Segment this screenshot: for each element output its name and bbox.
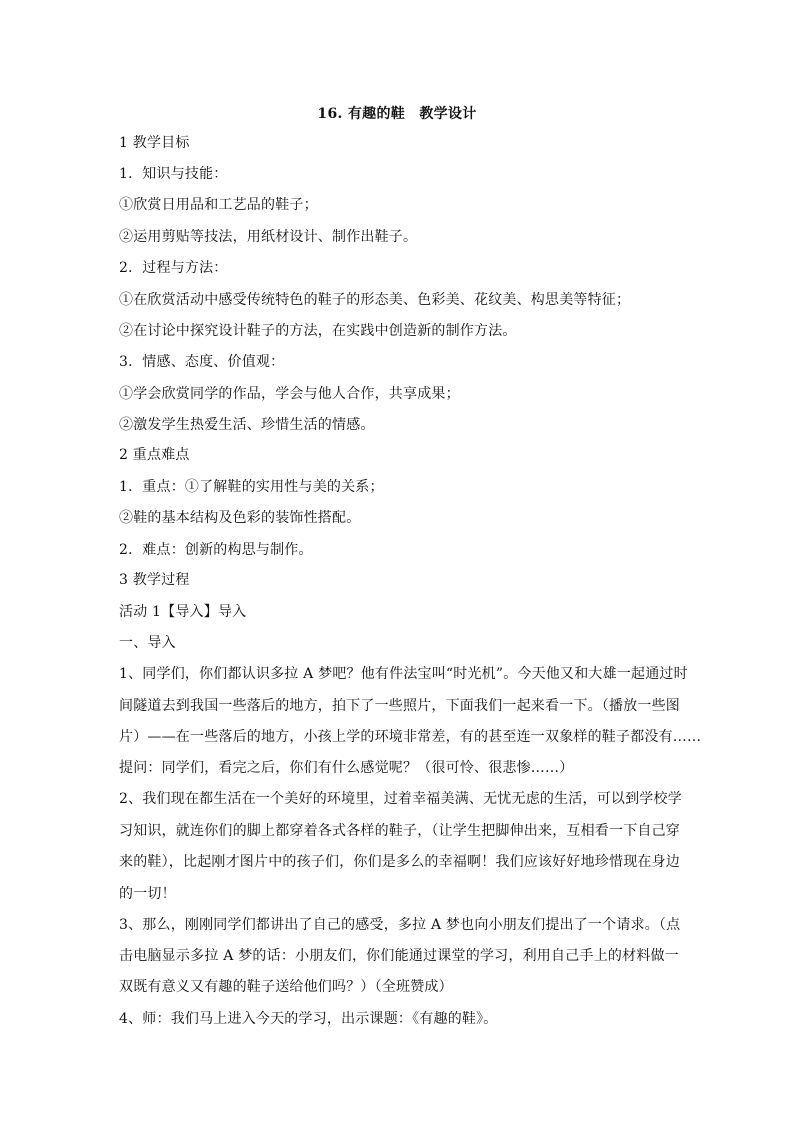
- list-item: ②运用剪贴等技法，用纸材设计、制作出鞋子。: [119, 229, 418, 245]
- subheading-emotion-attitude: 3．情感、态度、价值观：: [119, 354, 285, 370]
- list-item: ①欣赏日用品和工艺品的鞋子；: [119, 197, 318, 213]
- subheading-process-method: 2．过程与方法：: [119, 260, 228, 276]
- paragraph-line: 1、同学们，你们都认识多拉 A 梦吧？他有件法宝叫“时光机”。今天他又和大雄一起通过时: [119, 666, 688, 682]
- paragraph-line: 3、那么，刚刚同学们都讲出了自己的感受，多拉 A 梦也向小朋友们提出了一个请求。（点: [119, 917, 681, 933]
- paragraph-line: 4、师：我们马上进入今天的学习，出示课题：《有趣的鞋》。: [119, 1011, 498, 1027]
- paragraph-line: 提问：同学们，看完之后，你们有什么感觉呢？（很可怜、很悲惨……）: [119, 760, 574, 776]
- subheading-intro: 一、导入: [119, 635, 176, 651]
- paragraph-line: 片）——在一些落后的地方，小孩上学的环境非常差，有的甚至连一双象样的鞋子都没有……: [119, 729, 702, 745]
- paragraph-line: 2、我们现在都生活在一个美好的环境里，过着幸福美满、无忧无虑的生活，可以到学校学: [119, 791, 682, 807]
- section-heading-objectives: 1 教学目标: [119, 135, 190, 151]
- activity-heading: 活动 1【导入】导入: [119, 604, 247, 620]
- paragraph-line: 击电脑显示多拉 A 梦的话：小朋友们，你们能通过课堂的学习，利用自己手上的材料做一: [119, 948, 679, 964]
- paragraph-line: 的一切！: [119, 886, 176, 902]
- section-heading-process: 3 教学过程: [119, 572, 190, 588]
- list-item: ②鞋的基本结构及色彩的装饰性搭配。: [119, 510, 361, 526]
- paragraph-line: 习知识，就连你们的脚上都穿着各式各样的鞋子，（让学生把脚伸出来，互相看一下自己穿: [119, 823, 680, 839]
- subheading-knowledge-skills: 1．知识与技能：: [119, 166, 228, 182]
- list-item: ①学会欣赏同学的作品，学会与他人合作，共享成果；: [119, 386, 460, 402]
- document-title: 16. 有趣的鞋 教学设计: [317, 106, 477, 122]
- paragraph-line: 双既有意义又有趣的鞋子送给他们吗？）（全班赞成）: [119, 979, 453, 995]
- list-item: ②激发学生热爱生活、珍惜生活的情感。: [119, 417, 375, 433]
- paragraph-line: 来的鞋），比起刚才图片中的孩子们，你们是多么的幸福啊！我们应该好好地珍惜现在身边: [119, 854, 680, 870]
- list-item: ①在欣赏活动中感受传统特色的鞋子的形态美、色彩美、花纹美、构思美等特征；: [119, 292, 631, 308]
- list-item: 2．难点：创新的构思与制作。: [119, 542, 313, 558]
- section-heading-key-points: 2 重点难点: [119, 447, 190, 463]
- list-item: 1．重点：①了解鞋的实用性与美的关系；: [119, 479, 384, 495]
- list-item: ②在讨论中探究设计鞋子的方法，在实践中创造新的制作方法。: [119, 323, 517, 339]
- paragraph-line: 间隧道去到我国一些落后的地方，拍下了一些照片，下面我们一起来看一下。（播放一些图: [119, 698, 680, 714]
